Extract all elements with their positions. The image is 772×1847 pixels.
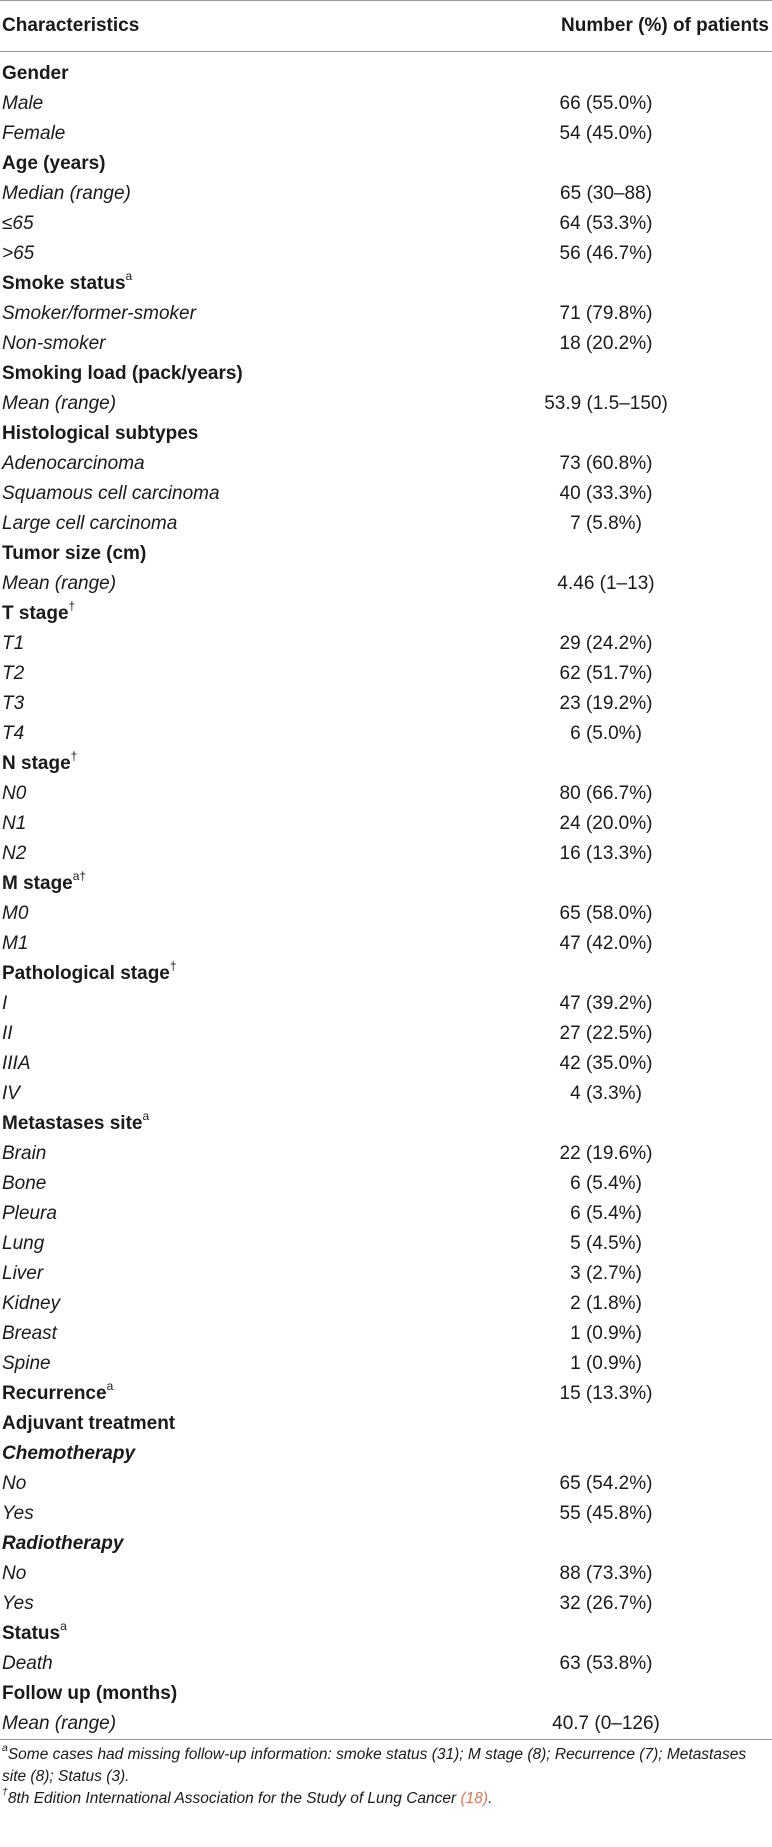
table-section-row	[0, 59, 772, 89]
table-row	[0, 1289, 772, 1319]
row-label	[0, 1173, 46, 1195]
row-label-text: Metastases site	[2, 1113, 143, 1134]
table-row	[0, 1499, 772, 1529]
row-value: 29 (24.2%)	[559, 633, 653, 654]
row-value: 22 (19.6%)	[559, 1143, 653, 1164]
row-value: 65 (30–88)	[560, 183, 652, 204]
row-label-text: I	[2, 993, 8, 1014]
row-label	[0, 153, 106, 175]
row-label-text: Pleura	[2, 1203, 57, 1224]
row-label	[0, 268, 133, 295]
table-section-row	[0, 419, 772, 449]
row-label	[0, 958, 177, 985]
table-row	[0, 479, 772, 509]
row-label	[0, 868, 87, 895]
table-section-row	[0, 539, 772, 569]
footnote-marker: a	[125, 268, 133, 283]
footnote-marker: †	[169, 958, 177, 973]
row-label	[0, 903, 28, 925]
table-row	[0, 329, 772, 359]
table-footnotes	[0, 1740, 772, 1810]
footnote-a	[2, 1741, 772, 1788]
footnote-dagger-text: 8th Edition International Association for the Study of Lung Cancer	[7, 1790, 461, 1807]
table-section-row	[0, 599, 772, 629]
table-row	[0, 1469, 772, 1499]
table-row	[0, 89, 772, 119]
row-label	[0, 453, 145, 475]
row-label-text: T stage	[2, 603, 69, 624]
row-label	[0, 1443, 135, 1465]
row-label	[0, 633, 24, 655]
table-row	[0, 1229, 772, 1259]
table-row	[0, 449, 772, 479]
table-row	[0, 1199, 772, 1229]
table-section-row	[0, 1619, 772, 1649]
row-value: 56 (46.7%)	[559, 243, 653, 264]
footnote-marker: †	[70, 748, 78, 763]
row-label-text: M stage	[2, 873, 73, 894]
row-label	[0, 1203, 57, 1225]
row-label	[0, 1653, 53, 1675]
row-label	[0, 1233, 44, 1255]
row-label-text: Radiotherapy	[2, 1533, 124, 1554]
table-section-row	[0, 1439, 772, 1469]
row-label	[0, 543, 146, 565]
table-section-row	[0, 269, 772, 299]
row-label	[0, 93, 43, 115]
row-value: 62 (51.7%)	[559, 663, 653, 684]
table-row	[0, 1349, 772, 1379]
row-value: 2 (1.8%)	[570, 1293, 642, 1314]
row-label-text: Median (range)	[2, 183, 131, 204]
row-value: 73 (60.8%)	[559, 453, 653, 474]
row-label	[0, 993, 7, 1015]
row-label	[0, 573, 116, 595]
row-label	[0, 183, 131, 205]
row-label-text: IIIA	[2, 1053, 31, 1074]
row-label-text: Smoker/former-smoker	[2, 303, 196, 324]
table-row	[0, 239, 772, 269]
row-label-text: Pathological stage	[2, 963, 170, 984]
row-label	[0, 1503, 34, 1525]
row-value: 42 (35.0%)	[559, 1053, 653, 1074]
row-value: 4 (3.3%)	[570, 1083, 642, 1104]
row-label	[0, 483, 220, 505]
table-row	[0, 1139, 772, 1169]
row-label	[0, 1143, 46, 1165]
row-label	[0, 1413, 175, 1435]
table-row	[0, 1259, 772, 1289]
row-label-text: N1	[2, 813, 27, 834]
row-value: 24 (20.0%)	[559, 813, 653, 834]
table-section-row	[0, 959, 772, 989]
row-label-text: N stage	[2, 753, 71, 774]
table-row	[0, 1649, 772, 1679]
row-label	[0, 1293, 60, 1315]
row-label	[0, 63, 69, 85]
row-label-text: No	[2, 1473, 27, 1494]
row-label	[0, 303, 196, 325]
row-value: 6 (5.4%)	[570, 1203, 642, 1224]
table-row	[0, 779, 772, 809]
row-label-text: N2	[2, 843, 27, 864]
row-label-text: Recurrence	[2, 1383, 107, 1404]
row-label-text: Non-smoker	[2, 333, 106, 354]
row-value: 80 (66.7%)	[559, 783, 653, 804]
row-label	[0, 813, 26, 835]
row-label-text: Yes	[2, 1593, 34, 1614]
row-value: 1 (0.9%)	[570, 1323, 642, 1344]
row-label-text: Age (years)	[2, 153, 106, 174]
table-row	[0, 1589, 772, 1619]
row-label-text: Female	[2, 123, 66, 144]
row-label-text: M0	[2, 903, 29, 924]
table-row	[0, 809, 772, 839]
row-label	[0, 423, 198, 445]
footnote-dagger	[2, 1785, 772, 1810]
footnote-dagger-end: .	[488, 1790, 493, 1807]
footnote-dagger-mark: †	[2, 1785, 8, 1798]
footnote-a-mark: a	[2, 1741, 8, 1754]
row-label	[0, 693, 24, 715]
row-label	[0, 1593, 34, 1615]
table-row	[0, 209, 772, 239]
row-label-text: Status	[2, 1623, 61, 1644]
table-row	[0, 1559, 772, 1589]
row-label-text: Histological subtypes	[2, 423, 199, 444]
row-label-text: No	[2, 1563, 27, 1584]
row-label	[0, 393, 116, 415]
row-value: 16 (13.3%)	[559, 843, 653, 864]
row-value: 18 (20.2%)	[559, 333, 653, 354]
row-value: 3 (2.7%)	[570, 1263, 642, 1284]
table-row	[0, 719, 772, 749]
row-value: 1 (0.9%)	[570, 1353, 642, 1374]
row-label	[0, 513, 177, 535]
row-label	[0, 1683, 177, 1705]
row-value: 7 (5.8%)	[570, 513, 642, 534]
row-label-text: M1	[2, 933, 29, 954]
row-label-text: Adenocarcinoma	[2, 453, 145, 474]
row-value: 66 (55.0%)	[559, 93, 653, 114]
row-label	[0, 243, 34, 265]
row-label-text: Liver	[2, 1263, 44, 1284]
row-value: 53.9 (1.5–150)	[544, 393, 668, 414]
footnote-marker: a	[60, 1618, 67, 1633]
row-label	[0, 723, 24, 745]
row-value: 47 (39.2%)	[559, 993, 653, 1014]
table-row	[0, 1169, 772, 1199]
footnote-marker: a	[142, 1108, 150, 1123]
row-value: 63 (53.8%)	[559, 1653, 653, 1674]
row-value: 40.7 (0–126)	[552, 1713, 660, 1734]
table-row	[0, 689, 772, 719]
row-label	[0, 1563, 26, 1585]
table-row	[0, 1049, 772, 1079]
table-body	[0, 52, 772, 1739]
row-label-text: T2	[2, 663, 25, 684]
row-label-text: II	[2, 1023, 13, 1044]
row-label	[0, 1533, 123, 1555]
footnote-marker: a†	[72, 868, 87, 883]
table-row	[0, 389, 772, 419]
row-value: 32 (26.7%)	[559, 1593, 653, 1614]
table-section-row	[0, 869, 772, 899]
row-label-text: Gender	[2, 63, 69, 84]
row-label-text: >65	[2, 243, 35, 264]
row-label-text: Kidney	[2, 1293, 61, 1314]
row-label	[0, 843, 26, 865]
row-value: 5 (4.5%)	[570, 1233, 642, 1254]
row-label-text: Tumor size (cm)	[2, 543, 147, 564]
row-label	[0, 1618, 67, 1645]
row-label	[0, 1023, 13, 1045]
row-label-text: Chemotherapy	[2, 1443, 136, 1464]
table-row	[0, 839, 772, 869]
row-value: 65 (58.0%)	[559, 903, 653, 924]
table-row	[0, 659, 772, 689]
row-value: 47 (42.0%)	[559, 933, 653, 954]
row-label-text: Male	[2, 93, 44, 114]
row-value: 40 (33.3%)	[559, 483, 653, 504]
row-label-text: Smoking load (pack/years)	[2, 363, 243, 384]
row-value: 15 (13.3%)	[559, 1383, 653, 1404]
row-value: 55 (45.8%)	[559, 1503, 653, 1524]
table-section-row	[0, 359, 772, 389]
row-label-text: Large cell carcinoma	[2, 513, 178, 534]
row-label-text: Breast	[2, 1323, 57, 1344]
row-label	[0, 598, 76, 625]
row-label-text: Brain	[2, 1143, 47, 1164]
table-row	[0, 629, 772, 659]
row-value: 54 (45.0%)	[559, 123, 653, 144]
table-row	[0, 929, 772, 959]
row-label-text: Mean (range)	[2, 393, 117, 414]
table-row	[0, 569, 772, 599]
row-label	[0, 1108, 150, 1135]
row-label	[0, 1323, 57, 1345]
footnote-a-text: Some cases had missing follow-up information: smoke status (31); M stage (8); Recurrence (7); Metastases site (8); Status (3).	[2, 1746, 747, 1785]
row-label	[0, 363, 243, 385]
row-label-text: ≤65	[2, 213, 34, 234]
row-label	[0, 1263, 43, 1285]
row-value: 6 (5.0%)	[570, 723, 642, 744]
table-header	[0, 1, 772, 51]
row-label	[0, 333, 105, 355]
table-row	[0, 299, 772, 329]
row-value: 64 (53.3%)	[559, 213, 653, 234]
row-label	[0, 1473, 26, 1495]
row-label	[0, 1713, 116, 1735]
footnote-marker: †	[68, 598, 76, 613]
row-label	[0, 933, 28, 955]
row-label-text: Spine	[2, 1353, 51, 1374]
row-label	[0, 663, 24, 685]
table-row	[0, 1319, 772, 1349]
row-label-text: Squamous cell carcinoma	[2, 483, 220, 504]
row-label-text: Bone	[2, 1173, 47, 1194]
row-label-text: T3	[2, 693, 25, 714]
row-value: 6 (5.4%)	[570, 1173, 642, 1194]
table-section-row	[0, 1529, 772, 1559]
row-value: 65 (54.2%)	[559, 1473, 653, 1494]
row-label-text: Smoke status	[2, 273, 126, 294]
table-row	[0, 1709, 772, 1739]
row-label-text: Adjuvant treatment	[2, 1413, 176, 1434]
table-section-row	[0, 1379, 772, 1409]
row-label-text: Mean (range)	[2, 1713, 117, 1734]
table-row	[0, 1019, 772, 1049]
table-row	[0, 509, 772, 539]
row-label-text: Lung	[2, 1233, 45, 1254]
table-section-row	[0, 749, 772, 779]
row-label-text: Mean (range)	[2, 573, 117, 594]
table-row	[0, 179, 772, 209]
row-label-text: Follow up (months)	[2, 1683, 178, 1704]
row-label-text: IV	[2, 1083, 20, 1104]
row-label-text: Yes	[2, 1503, 34, 1524]
footnote-marker: a	[106, 1378, 114, 1393]
row-label	[0, 213, 34, 235]
row-label	[0, 1353, 51, 1375]
row-label	[0, 1378, 114, 1405]
row-value: 27 (22.5%)	[559, 1023, 653, 1044]
table-row	[0, 899, 772, 929]
row-label	[0, 1083, 20, 1105]
row-label-text: T4	[2, 723, 25, 744]
table-row	[0, 119, 772, 149]
row-label	[0, 783, 26, 805]
table-row	[0, 1079, 772, 1109]
row-value: 71 (79.8%)	[559, 303, 653, 324]
row-label	[0, 1053, 31, 1075]
header-number-percent: Number (%) of patients	[561, 15, 769, 36]
row-value: 4.46 (1–13)	[557, 573, 655, 594]
table-row	[0, 989, 772, 1019]
row-label-text: Death	[2, 1653, 53, 1674]
reference-link[interactable]: (18)	[460, 1790, 489, 1807]
table-section-row	[0, 1409, 772, 1439]
table-section-row	[0, 1109, 772, 1139]
table-section-row	[0, 149, 772, 179]
table-section-row	[0, 1679, 772, 1709]
row-value: 88 (73.3%)	[559, 1563, 653, 1584]
row-label	[0, 748, 78, 775]
row-label	[0, 123, 65, 145]
row-label-text: N0	[2, 783, 27, 804]
header-characteristics: Characteristics	[2, 15, 140, 36]
row-label-text: T1	[2, 633, 25, 654]
row-value: 23 (19.2%)	[559, 693, 653, 714]
